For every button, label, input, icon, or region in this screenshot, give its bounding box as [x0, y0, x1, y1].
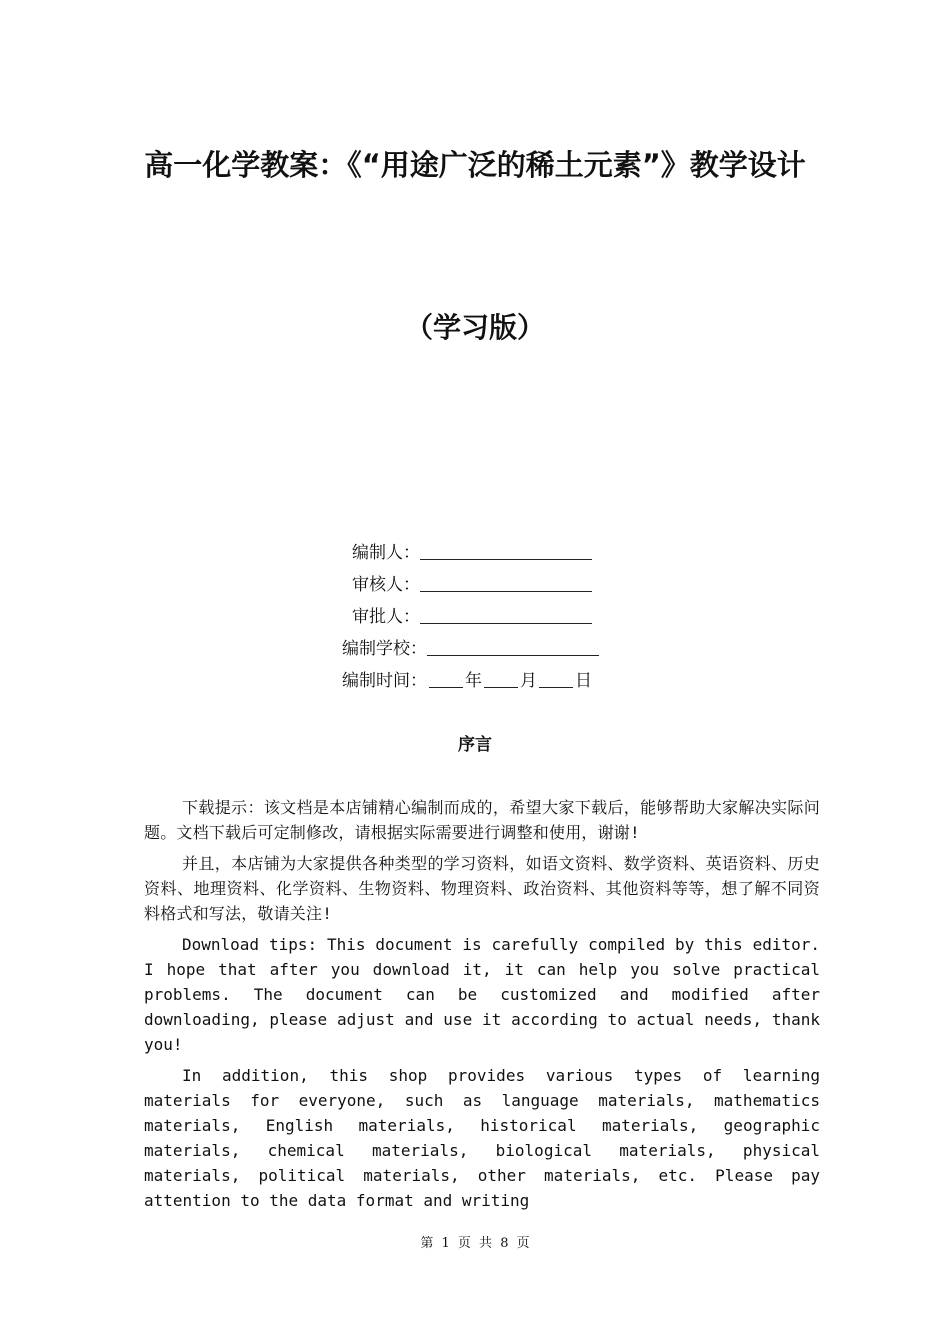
year-label: 年 [465, 671, 482, 691]
day-label: 日 [575, 671, 592, 691]
editor-label: 编制人： [352, 543, 420, 563]
preface-paragraph-4: In addition, this shop provides various types of learning materials for everyone, such as language materials, mathematics materials, English materials, historical materials, geographic materials, chemical materials, biological materials, physical materials, political materials, other materials, etc. Please pay attention to the data format and writing [144, 1066, 820, 1210]
document-title: 高一化学教案：《“用途广泛的稀土元素”》教学设计 [144, 148, 806, 182]
approver-row [352, 601, 592, 633]
year-blank [429, 665, 463, 688]
date-label: 编制时间： [342, 671, 427, 691]
document-subtitle: （学习版） [404, 311, 545, 344]
month-label: 月 [520, 671, 537, 691]
approver-label: 审批人： [352, 607, 420, 627]
reviewer-row [352, 569, 592, 601]
school-label: 编制学校： [342, 639, 427, 659]
editor-row [352, 537, 592, 569]
preface-paragraph-1: 下载提示：该文档是本店铺精心编制而成的，希望大家下载后，能够帮助大家解决实际问题。文档下载后可定制修改，请根据实际需要进行调整和使用，谢谢! [144, 798, 820, 842]
month-blank [484, 665, 518, 688]
preface-body [144, 795, 820, 1219]
school-blank [427, 633, 599, 656]
reviewer-blank [420, 569, 592, 592]
date-row [342, 665, 592, 697]
reviewer-label: 审核人： [352, 575, 420, 595]
approver-blank [420, 601, 592, 624]
editor-blank [420, 537, 592, 560]
preface-paragraph-2: 并且，本店铺为大家提供各种类型的学习资料，如语文资料、数学资料、英语资料、历史资料、地理资料、化学资料、生物资料、物理资料、政治资料、其他资料等等，想了解不同资料格式和写法，敬请关注! [144, 854, 820, 923]
preface-heading: 序言 [458, 735, 492, 755]
preface-paragraph-3: Download tips: This document is carefully compiled by this editor. I hope that after you download it, it can help you solve practical problems. The document can be customized and modified after downloading, please adjust and use it according to actual needs, thank you! [144, 935, 820, 1054]
day-blank [539, 665, 573, 688]
school-row [342, 633, 599, 665]
page-footer: 第 1 页 共 8 页 [420, 1236, 530, 1251]
